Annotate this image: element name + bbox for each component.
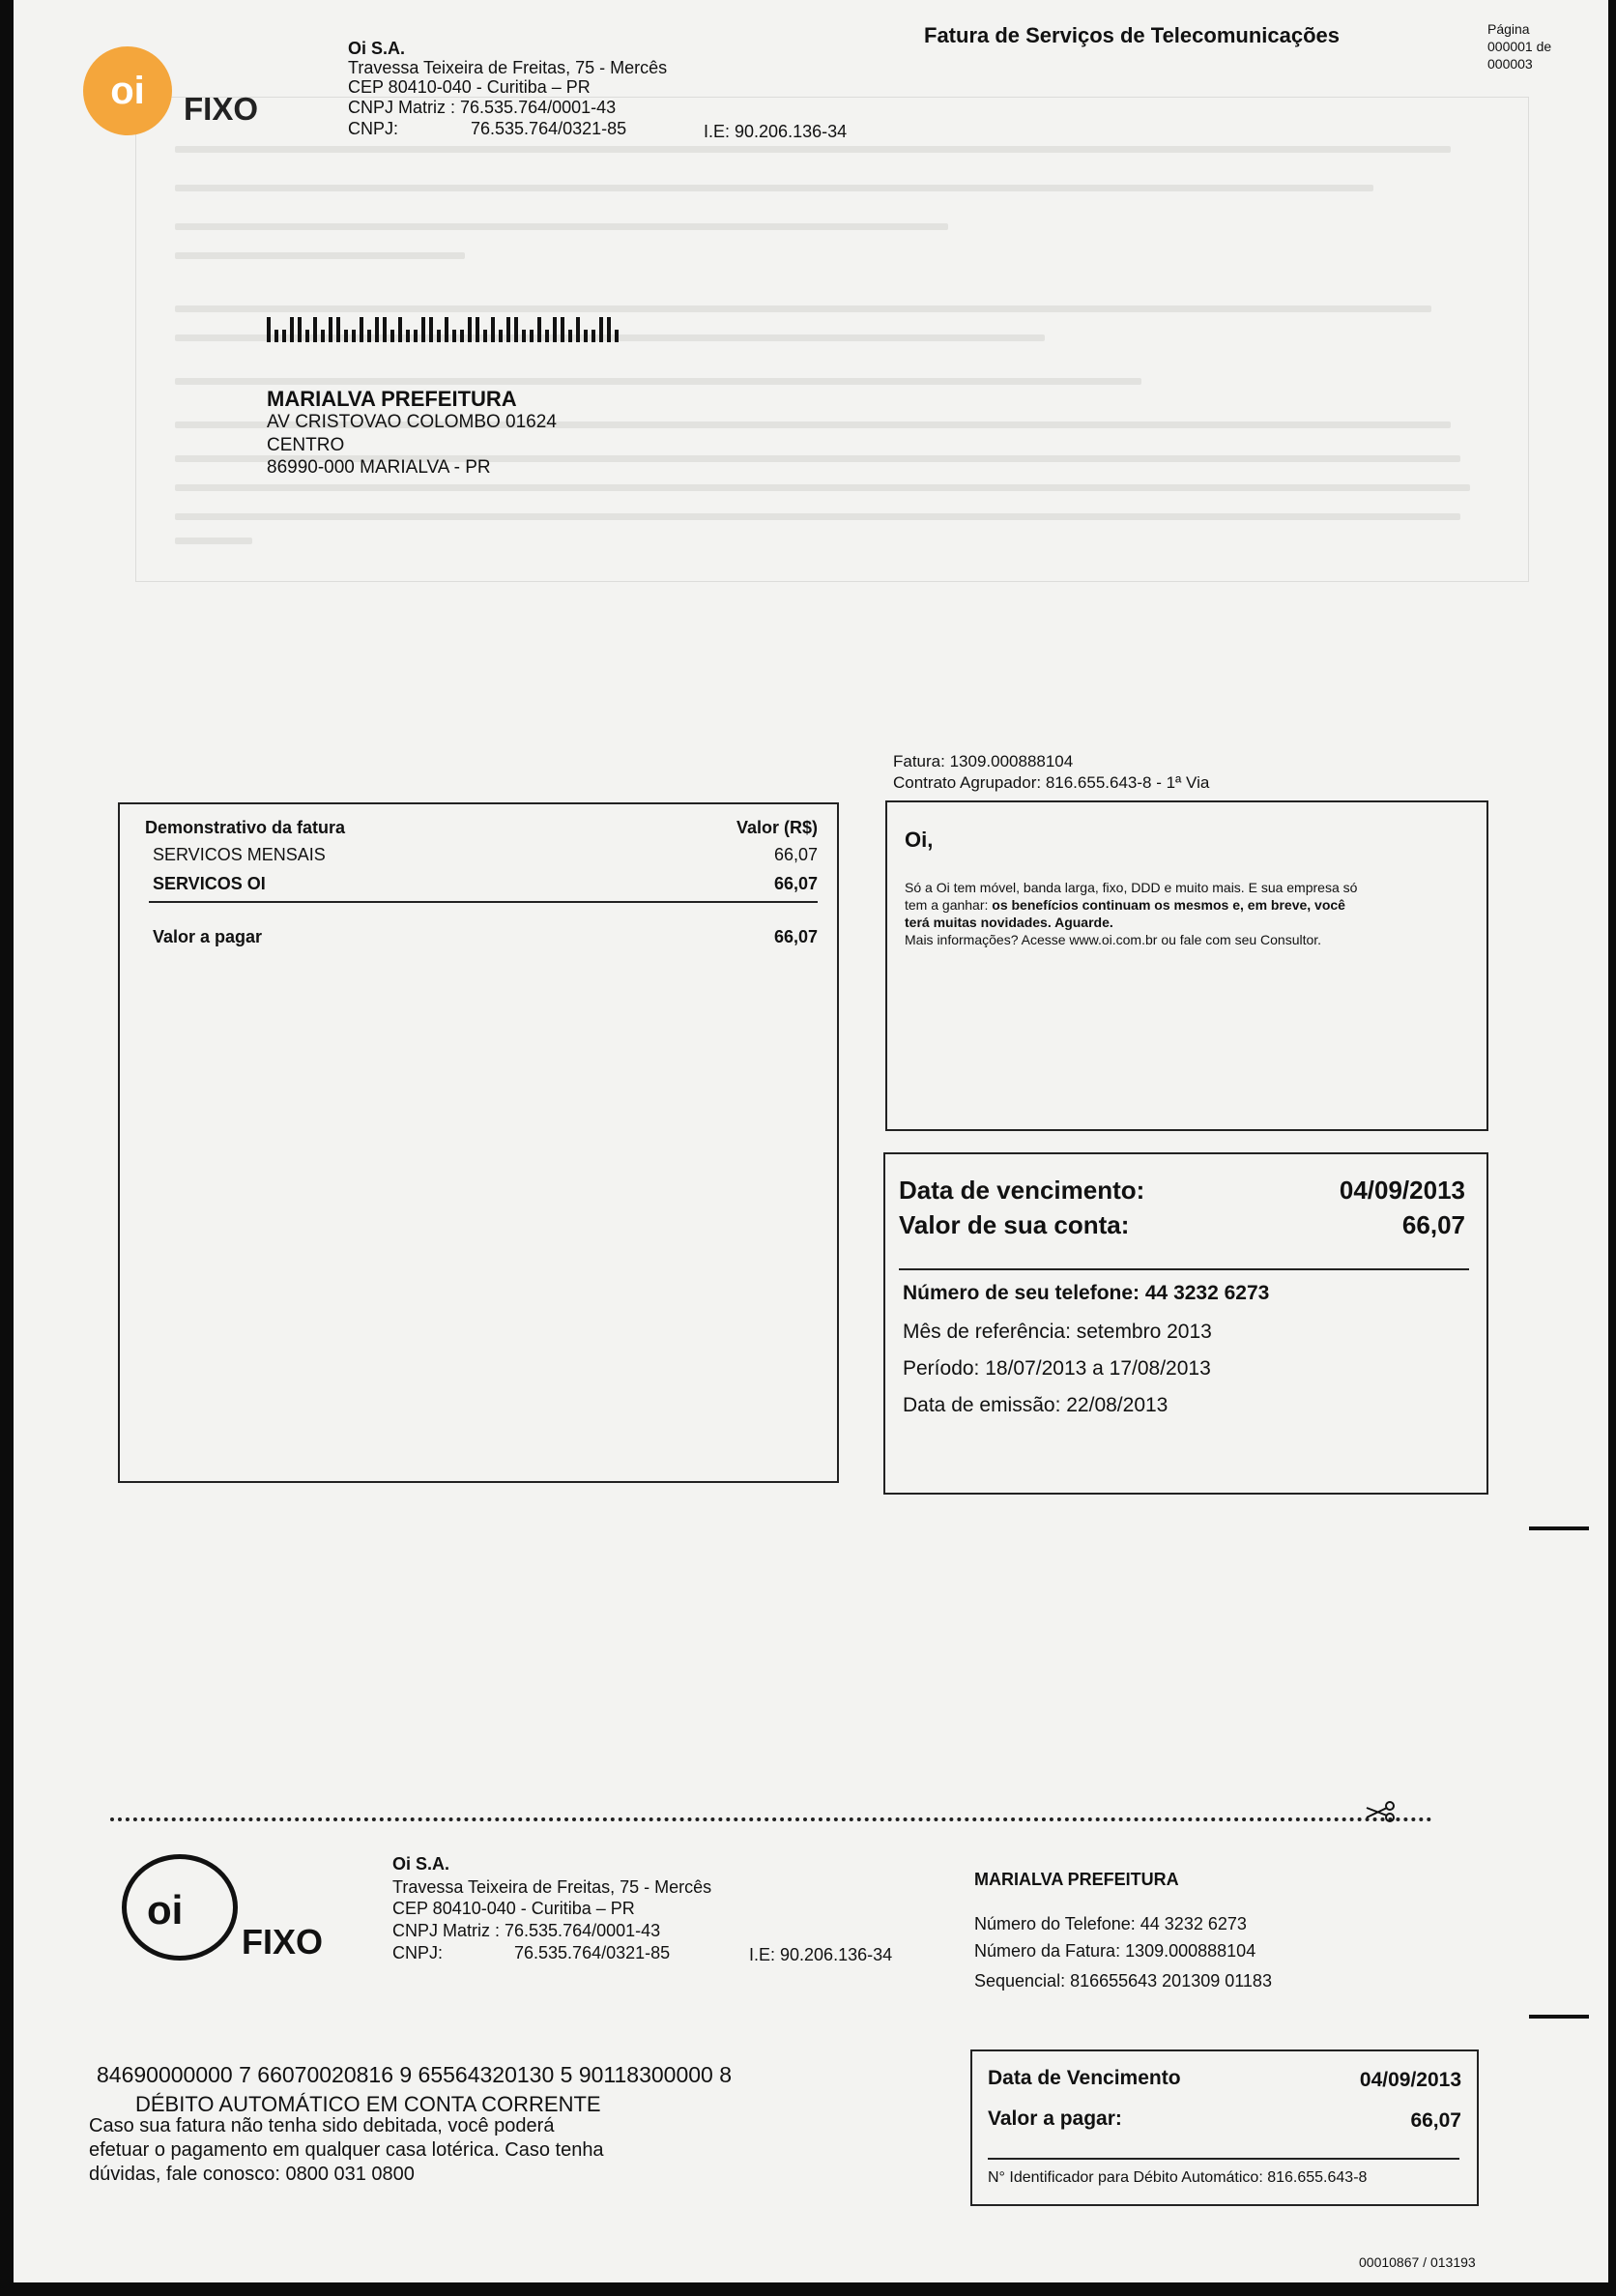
message-line: terá muitas novidades. Aguarde. xyxy=(905,915,1113,930)
document-number: 00010867 / 013193 xyxy=(1359,2254,1476,2270)
barcode-bar xyxy=(336,317,340,342)
barcode-bar xyxy=(305,330,309,342)
barcode-bar xyxy=(414,330,418,342)
stub-company-cep: CEP 80410-040 - Curitiba – PR xyxy=(392,1899,635,1918)
company-name: Oi S.A. xyxy=(348,39,406,58)
barcode-bar xyxy=(367,330,371,342)
barcode-bar xyxy=(561,317,564,342)
stub-due-value: 04/09/2013 xyxy=(1359,2069,1461,2091)
reference-month: Mês de referência: setembro 2013 xyxy=(903,1321,1212,1343)
stub-recipient-name: MARIALVA PREFEITURA xyxy=(974,1870,1179,1889)
message-box xyxy=(885,800,1488,1131)
barcode-bar xyxy=(360,317,363,342)
statement-total-label: Valor a pagar xyxy=(153,927,263,946)
barcode-bar xyxy=(537,317,541,342)
page-edge-bottom xyxy=(0,2282,1616,2296)
barcode-bar xyxy=(421,317,425,342)
recipient-name: MARIALVA PREFEITURA xyxy=(267,387,517,411)
message-greeting: Oi, xyxy=(905,828,934,852)
company-cep: CEP 80410-040 - Curitiba – PR xyxy=(348,77,591,97)
recipient-city: 86990-000 MARIALVA - PR xyxy=(267,457,491,478)
barcode-bar xyxy=(483,330,487,342)
oi-logo-disc xyxy=(83,46,172,135)
barcode-bar xyxy=(452,330,456,342)
barcode-bar xyxy=(530,330,534,342)
invoice-number: Fatura: 1309.000888104 xyxy=(893,752,1074,770)
auto-debit-note: dúvidas, fale conosco: 0800 031 0800 xyxy=(89,2164,415,2185)
message-line: Só a Oi tem móvel, banda larga, fixo, DDD e muito mais. E sua empresa só xyxy=(905,880,1358,895)
summary-divider xyxy=(899,1268,1469,1270)
stub-company-cnpj-matriz: CNPJ Matriz : 76.535.764/0001-43 xyxy=(392,1921,661,1940)
stub-company-cnpj-label: CNPJ: xyxy=(392,1943,444,1962)
postal-barcode xyxy=(267,313,619,342)
amount-value: 66,07 xyxy=(1401,1210,1465,1239)
stub-company-address: Travessa Teixeira de Freitas, 75 - Mercês xyxy=(392,1877,712,1897)
barcode-bar xyxy=(615,330,619,342)
page-edge-left xyxy=(0,0,14,2296)
barcode-bar xyxy=(267,317,271,342)
barcode-bar xyxy=(352,330,356,342)
summary-box xyxy=(883,1152,1488,1495)
statement-divider xyxy=(149,901,818,903)
company-cnpj-label: CNPJ: xyxy=(348,119,399,138)
page-edge-right xyxy=(1608,0,1616,2296)
page-number: 000001 de xyxy=(1487,39,1552,54)
amount-label: Valor de sua conta: xyxy=(899,1210,1130,1239)
barcode-bar xyxy=(607,317,611,342)
barcode-bar xyxy=(545,330,549,342)
barcode-bar xyxy=(499,330,503,342)
barcode-bar xyxy=(568,330,572,342)
auto-debit-note: Caso sua fatura não tenha sido debitada, você poderá xyxy=(89,2115,555,2136)
statement-header-value: Valor (R$) xyxy=(736,818,818,837)
stub-payment-box xyxy=(970,2049,1479,2206)
barcode-bar xyxy=(599,317,603,342)
document-title: Fatura de Serviços de Telecomunicações xyxy=(924,23,1340,47)
brand-logo xyxy=(83,43,276,139)
barcode-bar xyxy=(321,330,325,342)
barcode-bar xyxy=(383,317,387,342)
barcode-bar xyxy=(576,317,580,342)
company-cnpj-value: 76.535.764/0321-85 xyxy=(471,119,627,138)
message-line-start: tem a ganhar: xyxy=(905,897,993,913)
barcode-bar xyxy=(282,330,286,342)
barcode-bar xyxy=(514,317,518,342)
due-date-label: Data de vencimento: xyxy=(899,1176,1145,1205)
stub-company-ie: I.E: 90.206.136-34 xyxy=(749,1945,893,1964)
barcode-bar xyxy=(584,330,588,342)
barcode-bar xyxy=(445,317,448,342)
barcode-bar xyxy=(506,317,510,342)
statement-box xyxy=(118,802,839,1483)
barcode-bar xyxy=(375,317,379,342)
recipient-district: CENTRO xyxy=(267,435,345,455)
oi-logo-text: oi xyxy=(147,1887,184,1933)
barcode-bar xyxy=(274,330,278,342)
phone-number: Número de seu telefone: 44 3232 6273 xyxy=(903,1282,1270,1304)
company-cnpj-matriz: CNPJ Matriz : 76.535.764/0001-43 xyxy=(348,98,617,117)
company-address: Travessa Teixeira de Freitas, 75 - Mercês xyxy=(348,58,668,77)
cut-line xyxy=(110,1817,1432,1821)
message-line xyxy=(905,897,1345,913)
statement-total-value: 66,07 xyxy=(773,927,818,946)
statement-row-value: 66,07 xyxy=(773,845,818,864)
stub-invoice-number: Número da Fatura: 1309.000888104 xyxy=(974,1941,1256,1961)
message-link-line: Mais informações? Acesse www.oi.com.br ou fale com seu Consultor. xyxy=(905,932,1322,947)
barcode-bar xyxy=(298,317,302,342)
stub-brand-logo xyxy=(122,1854,373,1970)
stub-sequence-number: Sequencial: 816655643 201309 01183 xyxy=(974,1971,1272,1991)
payment-barcode-digits: 84690000000 7 66070020816 9 65564320130 5 90118300000 8 xyxy=(97,2062,733,2087)
stub-company-name: Oi S.A. xyxy=(392,1854,450,1874)
barcode-bar xyxy=(398,317,402,342)
statement-row-label: SERVICOS MENSAIS xyxy=(153,845,326,864)
oi-logo-text: oi xyxy=(110,69,145,112)
stub-debit-id: N° Identificador para Débito Automático: 816.655.643-8 xyxy=(988,2169,1368,2186)
fold-mark xyxy=(1529,2015,1589,2019)
issue-date: Data de emissão: 22/08/2013 xyxy=(903,1394,1169,1416)
barcode-bar xyxy=(290,317,294,342)
barcode-bar xyxy=(476,317,479,342)
page-total: 000003 xyxy=(1487,56,1533,72)
company-ie: I.E: 90.206.136-34 xyxy=(704,122,848,141)
recipient-street: AV CRISTOVAO COLOMBO 01624 xyxy=(267,412,557,432)
stub-phone-number: Número do Telefone: 44 3232 6273 xyxy=(974,1914,1247,1933)
barcode-bar xyxy=(468,317,472,342)
barcode-bar xyxy=(313,317,317,342)
fold-mark xyxy=(1529,1526,1589,1530)
barcode-bar xyxy=(592,330,595,342)
message-highlight: os benefícios continuam os mesmos e, em breve, você xyxy=(992,897,1345,913)
due-date-value: 04/09/2013 xyxy=(1339,1176,1465,1205)
stub-amount-label: Valor a pagar: xyxy=(988,2107,1122,2130)
fixo-label: FIXO xyxy=(184,91,259,127)
scissors-icon xyxy=(1363,1798,1401,1827)
barcode-bar xyxy=(437,330,441,342)
barcode-bar xyxy=(390,330,394,342)
contract-number: Contrato Agrupador: 816.655.643-8 - 1ª Via xyxy=(893,773,1210,792)
auto-debit-note: efetuar o pagamento em qualquer casa lotérica. Caso tenha xyxy=(89,2139,604,2161)
statement-header-label: Demonstrativo da fatura xyxy=(145,818,346,837)
stub-company-cnpj-value: 76.535.764/0321-85 xyxy=(514,1943,671,1962)
stub-amount-value: 66,07 xyxy=(1410,2109,1461,2132)
barcode-bar xyxy=(344,330,348,342)
barcode-bar xyxy=(460,330,464,342)
auto-debit-title: DÉBITO AUTOMÁTICO EM CONTA CORRENTE xyxy=(135,2092,601,2116)
page-label: Página xyxy=(1487,21,1530,37)
barcode-bar xyxy=(491,317,495,342)
stub-divider xyxy=(988,2158,1459,2160)
statement-row-label: SERVICOS OI xyxy=(153,874,266,893)
barcode-bar xyxy=(406,330,410,342)
barcode-bar xyxy=(522,330,526,342)
stub-due-label: Data de Vencimento xyxy=(988,2067,1181,2089)
fixo-label: FIXO xyxy=(242,1922,324,1962)
barcode-bar xyxy=(553,317,557,342)
statement-row-value: 66,07 xyxy=(773,874,818,893)
barcode-bar xyxy=(429,317,433,342)
barcode-bar xyxy=(329,317,332,342)
billing-period: Período: 18/07/2013 a 17/08/2013 xyxy=(903,1357,1211,1380)
